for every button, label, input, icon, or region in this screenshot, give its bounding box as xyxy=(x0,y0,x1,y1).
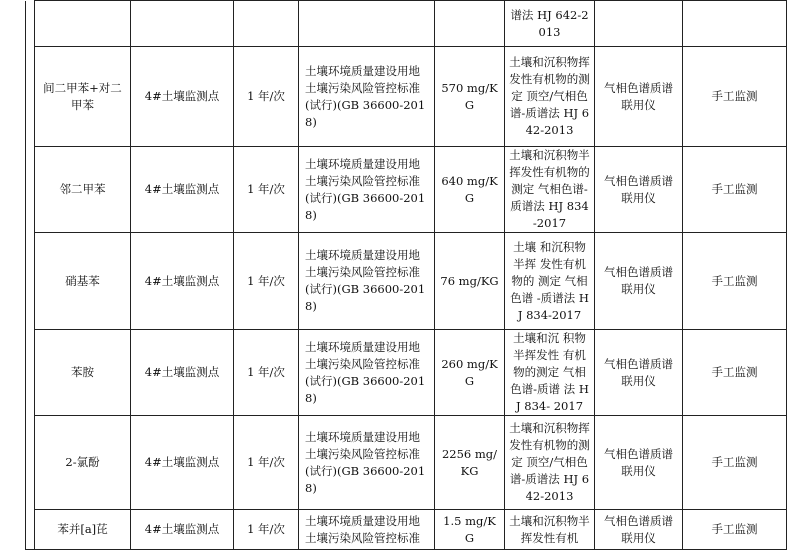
mode-cell: 手工监测 xyxy=(683,147,787,233)
table-row xyxy=(26,330,787,416)
substance-cell: 邻二甲苯 xyxy=(35,147,131,233)
monitoring-table xyxy=(25,0,787,550)
limit-cell: 1.5 mg/KG xyxy=(435,510,505,550)
monitoring-point-cell: 4#土壤监测点 xyxy=(131,330,234,416)
table-row xyxy=(26,47,787,147)
table-row xyxy=(26,1,787,47)
method-cell: 土壤和沉积物半挥发性有机物的测定 气相色谱-质谱法 HJ 834-2017 xyxy=(505,147,595,233)
standard-cell xyxy=(299,1,435,47)
limit-cell: 76 mg/KG xyxy=(435,233,505,330)
frequency-cell xyxy=(234,1,299,47)
instrument-cell: 气相色谱质谱联用仪 xyxy=(595,510,683,550)
frequency-cell: 1 年/次 xyxy=(234,330,299,416)
method-cell: 土壤 和沉积物半挥 发性有机物的 测定 气相色谱 -质谱法 HJ 834-2017 xyxy=(505,233,595,330)
instrument-cell: 气相色谱质谱联用仪 xyxy=(595,416,683,510)
mode-cell: 手工监测 xyxy=(683,416,787,510)
substance-cell: 苯胺 xyxy=(35,330,131,416)
frequency-cell: 1 年/次 xyxy=(234,416,299,510)
substance-cell: 硝基苯 xyxy=(35,233,131,330)
standard-cell: 土壤环境质量建设用地土壤污染风险管控标准(试行)(GB 36600-2018) xyxy=(299,47,435,147)
method-cell: 谱法 HJ 642-2013 xyxy=(505,1,595,47)
mode-cell: 手工监测 xyxy=(683,510,787,550)
limit-cell: 2256 mg/KG xyxy=(435,416,505,510)
standard-cell: 土壤环境质量建设用地土壤污染风险管控标准 xyxy=(299,510,435,550)
method-cell: 土壤和沉积物挥发性有机物的测定 顶空/气相色谱-质谱法 HJ 642-2013 xyxy=(505,416,595,510)
table-row xyxy=(26,233,787,330)
substance-cell: 苯并[a]芘 xyxy=(35,510,131,550)
standard-cell: 土壤环境质量建设用地土壤污染风险管控标准(试行)(GB 36600-2018) xyxy=(299,416,435,510)
frequency-cell: 1 年/次 xyxy=(234,233,299,330)
standard-cell: 土壤环境质量建设用地土壤污染风险管控标准(试行)(GB 36600-2018) xyxy=(299,330,435,416)
mode-cell: 手工监测 xyxy=(683,330,787,416)
frequency-cell: 1 年/次 xyxy=(234,510,299,550)
standard-cell: 土壤环境质量建设用地土壤污染风险管控标准(试行)(GB 36600-2018) xyxy=(299,147,435,233)
left-margin-column xyxy=(26,1,35,550)
instrument-cell: 气相色谱质谱联用仪 xyxy=(595,330,683,416)
table-row xyxy=(26,147,787,233)
monitoring-point-cell: 4#土壤监测点 xyxy=(131,416,234,510)
monitoring-point-cell xyxy=(131,1,234,47)
mode-cell xyxy=(683,1,787,47)
limit-cell: 640 mg/KG xyxy=(435,147,505,233)
monitoring-point-cell: 4#土壤监测点 xyxy=(131,47,234,147)
method-cell: 土壤和沉积物半挥发性有机 xyxy=(505,510,595,550)
instrument-cell: 气相色谱质谱联用仪 xyxy=(595,47,683,147)
instrument-cell: 气相色谱质谱联用仪 xyxy=(595,233,683,330)
monitoring-point-cell: 4#土壤监测点 xyxy=(131,233,234,330)
instrument-cell: 气相色谱质谱联用仪 xyxy=(595,147,683,233)
method-cell: 土壤和沉积物挥发性有机物的测定 顶空/气相色谱-质谱法 HJ 642-2013 xyxy=(505,47,595,147)
standard-cell: 土壤环境质量建设用地土壤污染风险管控标准(试行)(GB 36600-2018) xyxy=(299,233,435,330)
substance-cell: 2-氯酚 xyxy=(35,416,131,510)
substance-cell xyxy=(35,1,131,47)
frequency-cell: 1 年/次 xyxy=(234,147,299,233)
monitoring-point-cell: 4#土壤监测点 xyxy=(131,510,234,550)
frequency-cell: 1 年/次 xyxy=(234,47,299,147)
table-row xyxy=(26,416,787,510)
mode-cell: 手工监测 xyxy=(683,47,787,147)
table-row xyxy=(26,510,787,550)
limit-cell: 570 mg/KG xyxy=(435,47,505,147)
monitoring-point-cell: 4#土壤监测点 xyxy=(131,147,234,233)
method-cell: 土壤和沉 积物半挥发性 有机物的测定 气相色谱-质谱 法 HJ 834- 2017 xyxy=(505,330,595,416)
limit-cell xyxy=(435,1,505,47)
substance-cell: 间二甲苯+对二甲苯 xyxy=(35,47,131,147)
mode-cell: 手工监测 xyxy=(683,233,787,330)
instrument-cell xyxy=(595,1,683,47)
limit-cell: 260 mg/KG xyxy=(435,330,505,416)
